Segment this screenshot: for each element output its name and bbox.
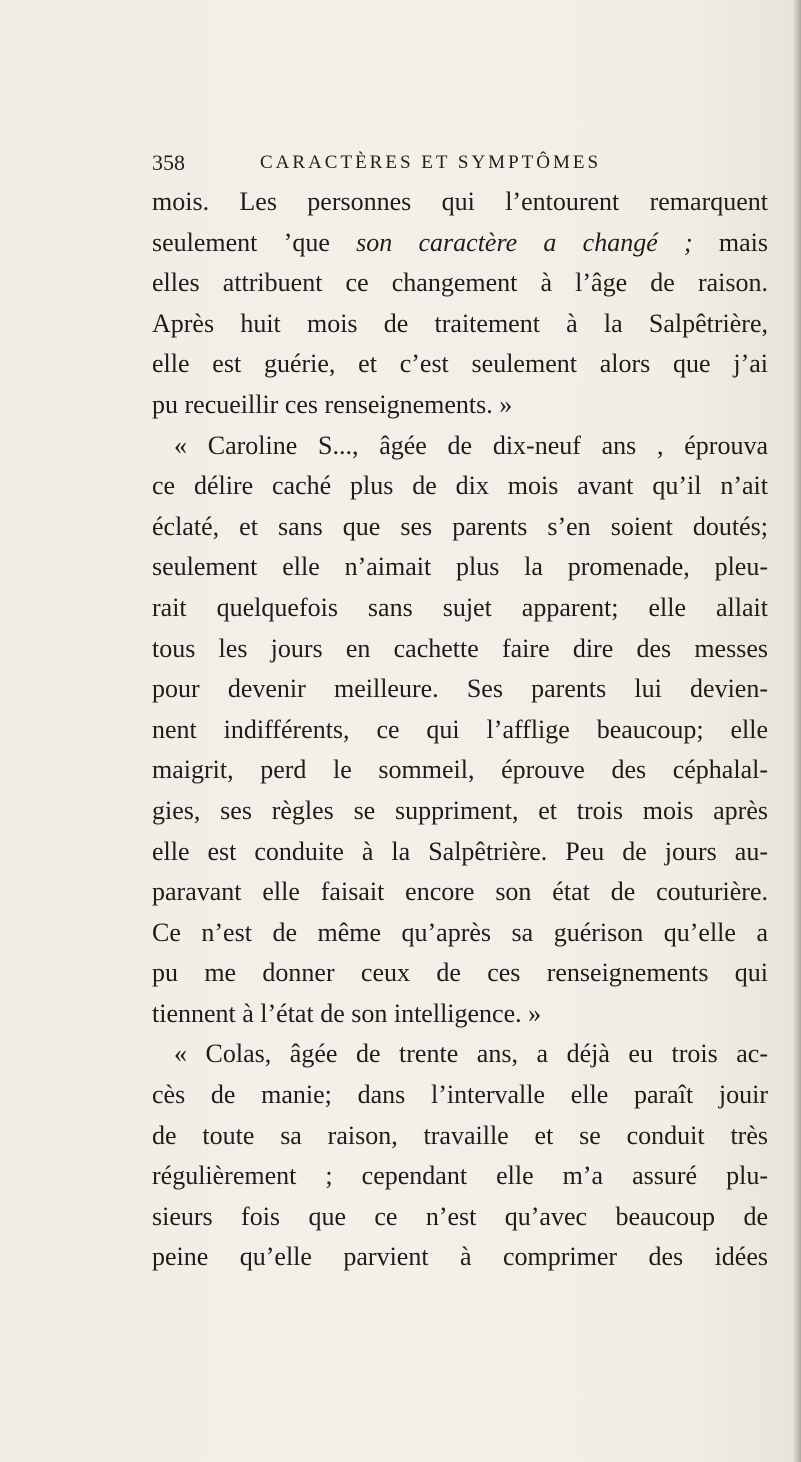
text-line-2: [152, 223, 768, 264]
text-line-26: sieurs fois que ce n’est qu’avec beaucoup de: [152, 1201, 768, 1231]
text-line-4: Après huit mois de traitement à la Salpêtrière,: [152, 308, 768, 338]
text-line-14: nent indifférents, ce qui l’afflige beaucoup; elle: [152, 714, 768, 744]
text-line-16: gies, ses règles se suppriment, et trois mois après: [152, 795, 768, 825]
text-line-8: ce délire caché plus de dix mois avant qu’il n’ait: [152, 471, 768, 501]
text-line-2-italic: son caractère a changé ;: [356, 227, 693, 257]
page-header: [152, 150, 772, 178]
text-line-15: maigrit, perd le sommeil, éprouve des céphalal-: [152, 755, 768, 785]
text-line-18: paravant elle faisait encore son état de couturière.: [152, 877, 768, 907]
text-line-7: « Caroline S..., âgée de dix-neuf ans , éprouva: [174, 430, 768, 460]
text-line-2-end: mais: [692, 227, 769, 257]
text-line-2-start: seulement ’que: [152, 227, 357, 257]
text-line-12: tous les jours en cachette faire dire des messes: [152, 633, 768, 663]
text-line-9: éclaté, et sans que ses parents s’en soient doutés;: [152, 511, 768, 541]
text-line-6: pu recueillir ces renseignements. »: [152, 389, 513, 419]
text-line-24: de toute sa raison, travaille et se conduit très: [152, 1120, 768, 1150]
text-line-21: tiennent à l’état de son intelligence. »: [152, 998, 542, 1028]
text-line-20: pu me donner ceux de ces renseignements qui: [152, 958, 768, 988]
running-title: CARACTÈRES ET SYMPTÔMES: [260, 152, 602, 173]
text-line-27: peine qu’elle parvient à comprimer des idées: [152, 1242, 768, 1272]
text-line-3: elles attribuent ce changement à l’âge de raison.: [152, 268, 768, 298]
text-line-19: Ce n’est de même qu’après sa guérison qu’elle a: [152, 917, 768, 947]
page-number: 358: [152, 150, 185, 175]
text-line-13: pour devenir meilleure. Ses parents lui devien-: [152, 674, 768, 704]
text-line-5: elle est guérie, et c’est seulement alors que j’ai: [152, 349, 768, 379]
text-line-22: « Colas, âgée de trente ans, a déjà eu trois ac-: [174, 1039, 768, 1069]
text-line-10: seulement elle n’aimait plus la promenade, pleu-: [152, 552, 768, 582]
text-line-1: mois. Les personnes qui l’entourent remarquent: [152, 187, 768, 216]
text-line-25: régulièrement ; cependant elle m’a assuré plu-: [152, 1161, 768, 1191]
page-edge-shadow: [793, 0, 801, 1462]
text-line-11: rait quelquefois sans sujet apparent; elle allait: [152, 592, 768, 622]
text-line-17: elle est conduite à la Salpêtrière. Peu de jours au-: [152, 836, 768, 866]
body-text: [152, 182, 768, 1278]
text-line-23: cès de manie; dans l’intervalle elle paraît jouir: [152, 1080, 768, 1110]
